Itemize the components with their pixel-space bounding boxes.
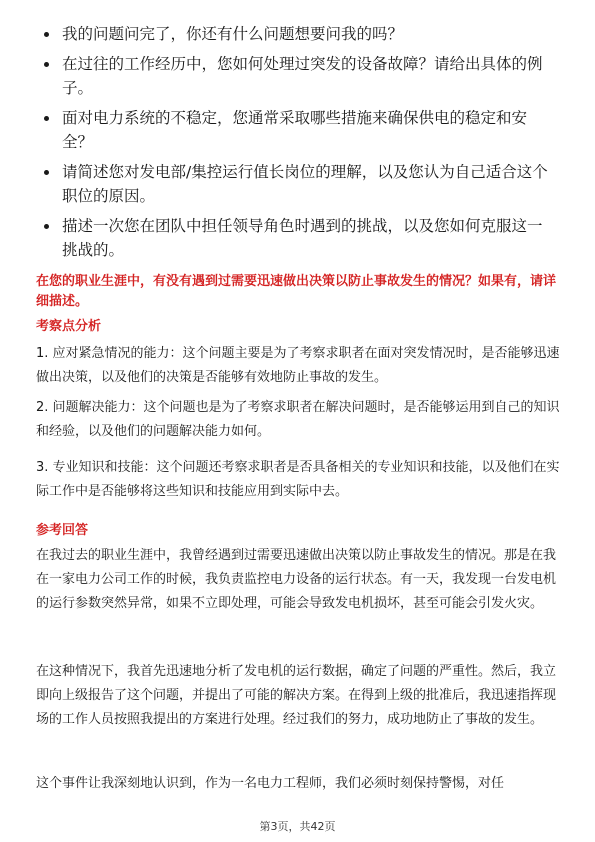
- bullet-dot-icon: [44, 62, 49, 67]
- answer-title: 参考回答: [36, 523, 89, 538]
- list-item-text: 请简述您对发电部/集控运行值长岗位的理解，以及您认为自己适合这个职位的原因。: [62, 163, 548, 205]
- analysis-item-3: 3. 专业知识和技能：这个问题还考察求职者是否具备相关的专业知识和技能，以及他们在实际工作中是否能够将这些知识和技能应用到实际中去。: [36, 460, 560, 499]
- interview-question: 在您的职业生涯中，有没有遇到过需要迅速做出决策以防止事故发生的情况？如果有，请详细描述。: [36, 274, 557, 309]
- list-item: [40, 52, 555, 100]
- list-item: [40, 22, 555, 46]
- analysis-item-2: 2. 问题解决能力：这个问题也是为了考察求职者在解决问题时，是否能够运用到自己的知识和经验，以及他们的问题解决能力如何。: [36, 400, 560, 439]
- answer-paragraph-1: 在我过去的职业生涯中，我曾经遇到过需要迅速做出决策以防止事故发生的情况。那是在我在一家电力公司工作的时候，我负责监控电力设备的运行状态。有一天，我发现一台发电机的运行参数突然异常，如果不立即处理，可能会导致发电机损坏，甚至可能会引发火灾。: [36, 548, 557, 611]
- list-item-text: 面对电力系统的不稳定，您通常采取哪些措施来确保供电的稳定和安全？: [62, 109, 528, 151]
- bullet-dot-icon: [44, 224, 49, 229]
- list-item-text: 我的问题问完了，你还有什么问题想要问我的吗？: [62, 25, 404, 43]
- analysis-item-1: 1. 应对紧急情况的能力：这个问题主要是为了考察求职者在面对突发情况时，是否能够迅速做出决策，以及他们的决策是否能够有效地防止事故的发生。: [36, 346, 560, 385]
- list-item: [40, 214, 555, 262]
- bullet-dot-icon: [44, 116, 49, 121]
- list-item: [40, 160, 555, 208]
- bullet-dot-icon: [44, 170, 49, 175]
- answer-paragraph-2: 在这种情况下，我首先迅速地分析了发电机的运行数据，确定了问题的严重性。然后，我立即向上级报告了这个问题，并提出了可能的解决方案。在得到上级的批准后，我迅速指挥现场的工作人员按照我提出的方案进行处理。经过我们的努力，成功地防止了事故的发生。: [36, 664, 557, 727]
- bullet-dot-icon: [44, 32, 49, 37]
- analysis-title: 考察点分析: [36, 319, 102, 334]
- answer-paragraph-3: 这个事件让我深刻地认识到，作为一名电力工程师，我们必须时刻保持警惕，对任: [36, 776, 505, 791]
- page-number: 第3页，共42页: [259, 820, 336, 833]
- list-item-text: 描述一次您在团队中担任领导角色时遇到的挑战，以及您如何克服这一挑战的。: [62, 217, 543, 259]
- list-item: [40, 106, 555, 154]
- list-item-text: 在过往的工作经历中，您如何处理过突发的设备故障？请给出具体的例子。: [62, 55, 543, 97]
- question-list: [40, 22, 555, 268]
